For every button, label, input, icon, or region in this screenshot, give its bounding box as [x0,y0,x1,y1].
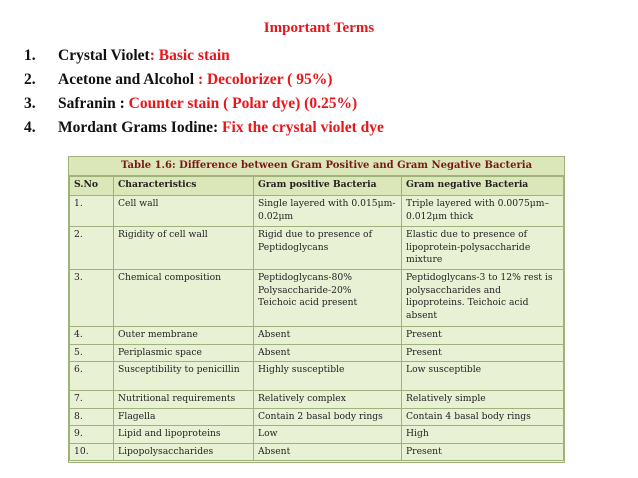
cell-sno: 7. [70,391,114,409]
term-item-2: 2. Acetone and Alcohol : Decolorizer ( 95%) [24,71,333,88]
cell-gram-negative: Contain 4 basal body rings [402,408,564,426]
cell-characteristic: Lipopolysaccharides [114,443,254,461]
page-title: Important Terms [263,20,375,36]
table-row [70,327,564,345]
term-item-1: 1. Crystal Violet: Basic stain [24,47,230,64]
cell-characteristic: Chemical composition [114,270,254,327]
table-row [70,426,564,444]
cell-gram-negative: Present [402,344,564,362]
cell-gram-negative: Triple layered with 0.0075μm–0.012μm thick [402,196,564,227]
table-row [70,443,564,461]
table-header-row [70,177,564,196]
table-row [70,344,564,362]
header-gram-positive: Gram positive Bacteria [254,177,402,196]
cell-gram-positive: Absent [254,327,402,345]
cell-gram-positive: Highly susceptible [254,362,402,391]
cell-gram-negative: High [402,426,564,444]
cell-gram-negative: Peptidoglycans-3 to 12% rest is polysaccharides and lipoproteins. Teichoic acid absent [402,270,564,327]
cell-characteristic: Susceptibility to penicillin [114,362,254,391]
comparison-table-image [68,156,565,463]
cell-characteristic: Cell wall [114,196,254,227]
cell-gram-negative: Low susceptible [402,362,564,391]
cell-gram-positive: Contain 2 basal body rings [254,408,402,426]
table-row [70,362,564,391]
header-sno: S.No [70,177,114,196]
cell-gram-negative: Present [402,443,564,461]
table-row [70,391,564,409]
cell-gram-positive: Single layered with 0.015μm-0.02μm [254,196,402,227]
header-gram-negative: Gram negative Bacteria [402,177,564,196]
cell-sno: 5. [70,344,114,362]
cell-sno: 10. [70,443,114,461]
cell-characteristic: Periplasmic space [114,344,254,362]
cell-sno: 4. [70,327,114,345]
table-row [70,196,564,227]
cell-sno: 3. [70,270,114,327]
table-row [70,270,564,327]
table-row [70,227,564,270]
cell-characteristic: Flagella [114,408,254,426]
comparison-table [69,176,564,461]
table-caption: Table 1.6: Difference between Gram Positive and Gram Negative Bacteria [69,157,564,176]
cell-sno: 8. [70,408,114,426]
cell-sno: 6. [70,362,114,391]
terms-list [24,44,384,140]
cell-gram-negative: Elastic due to presence of lipoprotein-polysaccharide mixture [402,227,564,270]
cell-gram-negative: Present [402,327,564,345]
header-characteristics: Characteristics [114,177,254,196]
table-body [70,196,564,461]
cell-gram-negative: Relatively simple [402,391,564,409]
cell-gram-positive: Low [254,426,402,444]
cell-characteristic: Rigidity of cell wall [114,227,254,270]
cell-sno: 1. [70,196,114,227]
cell-characteristic: Outer membrane [114,327,254,345]
term-item-4: 4. Mordant Grams Iodine: Fix the crystal violet dye [24,119,384,136]
cell-sno: 9. [70,426,114,444]
cell-gram-positive: Absent [254,443,402,461]
term-item-3: 3. Safranin : Counter stain ( Polar dye) (0.25%) [24,95,358,112]
cell-gram-positive: Absent [254,344,402,362]
cell-gram-positive: Relatively complex [254,391,402,409]
cell-gram-positive: Peptidoglycans-80% Polysaccharide-20% Teichoic acid present [254,270,402,327]
cell-gram-positive: Rigid due to presence of Peptidoglycans [254,227,402,270]
cell-characteristic: Nutritional requirements [114,391,254,409]
cell-sno: 2. [70,227,114,270]
cell-characteristic: Lipid and lipoproteins [114,426,254,444]
table-row [70,408,564,426]
